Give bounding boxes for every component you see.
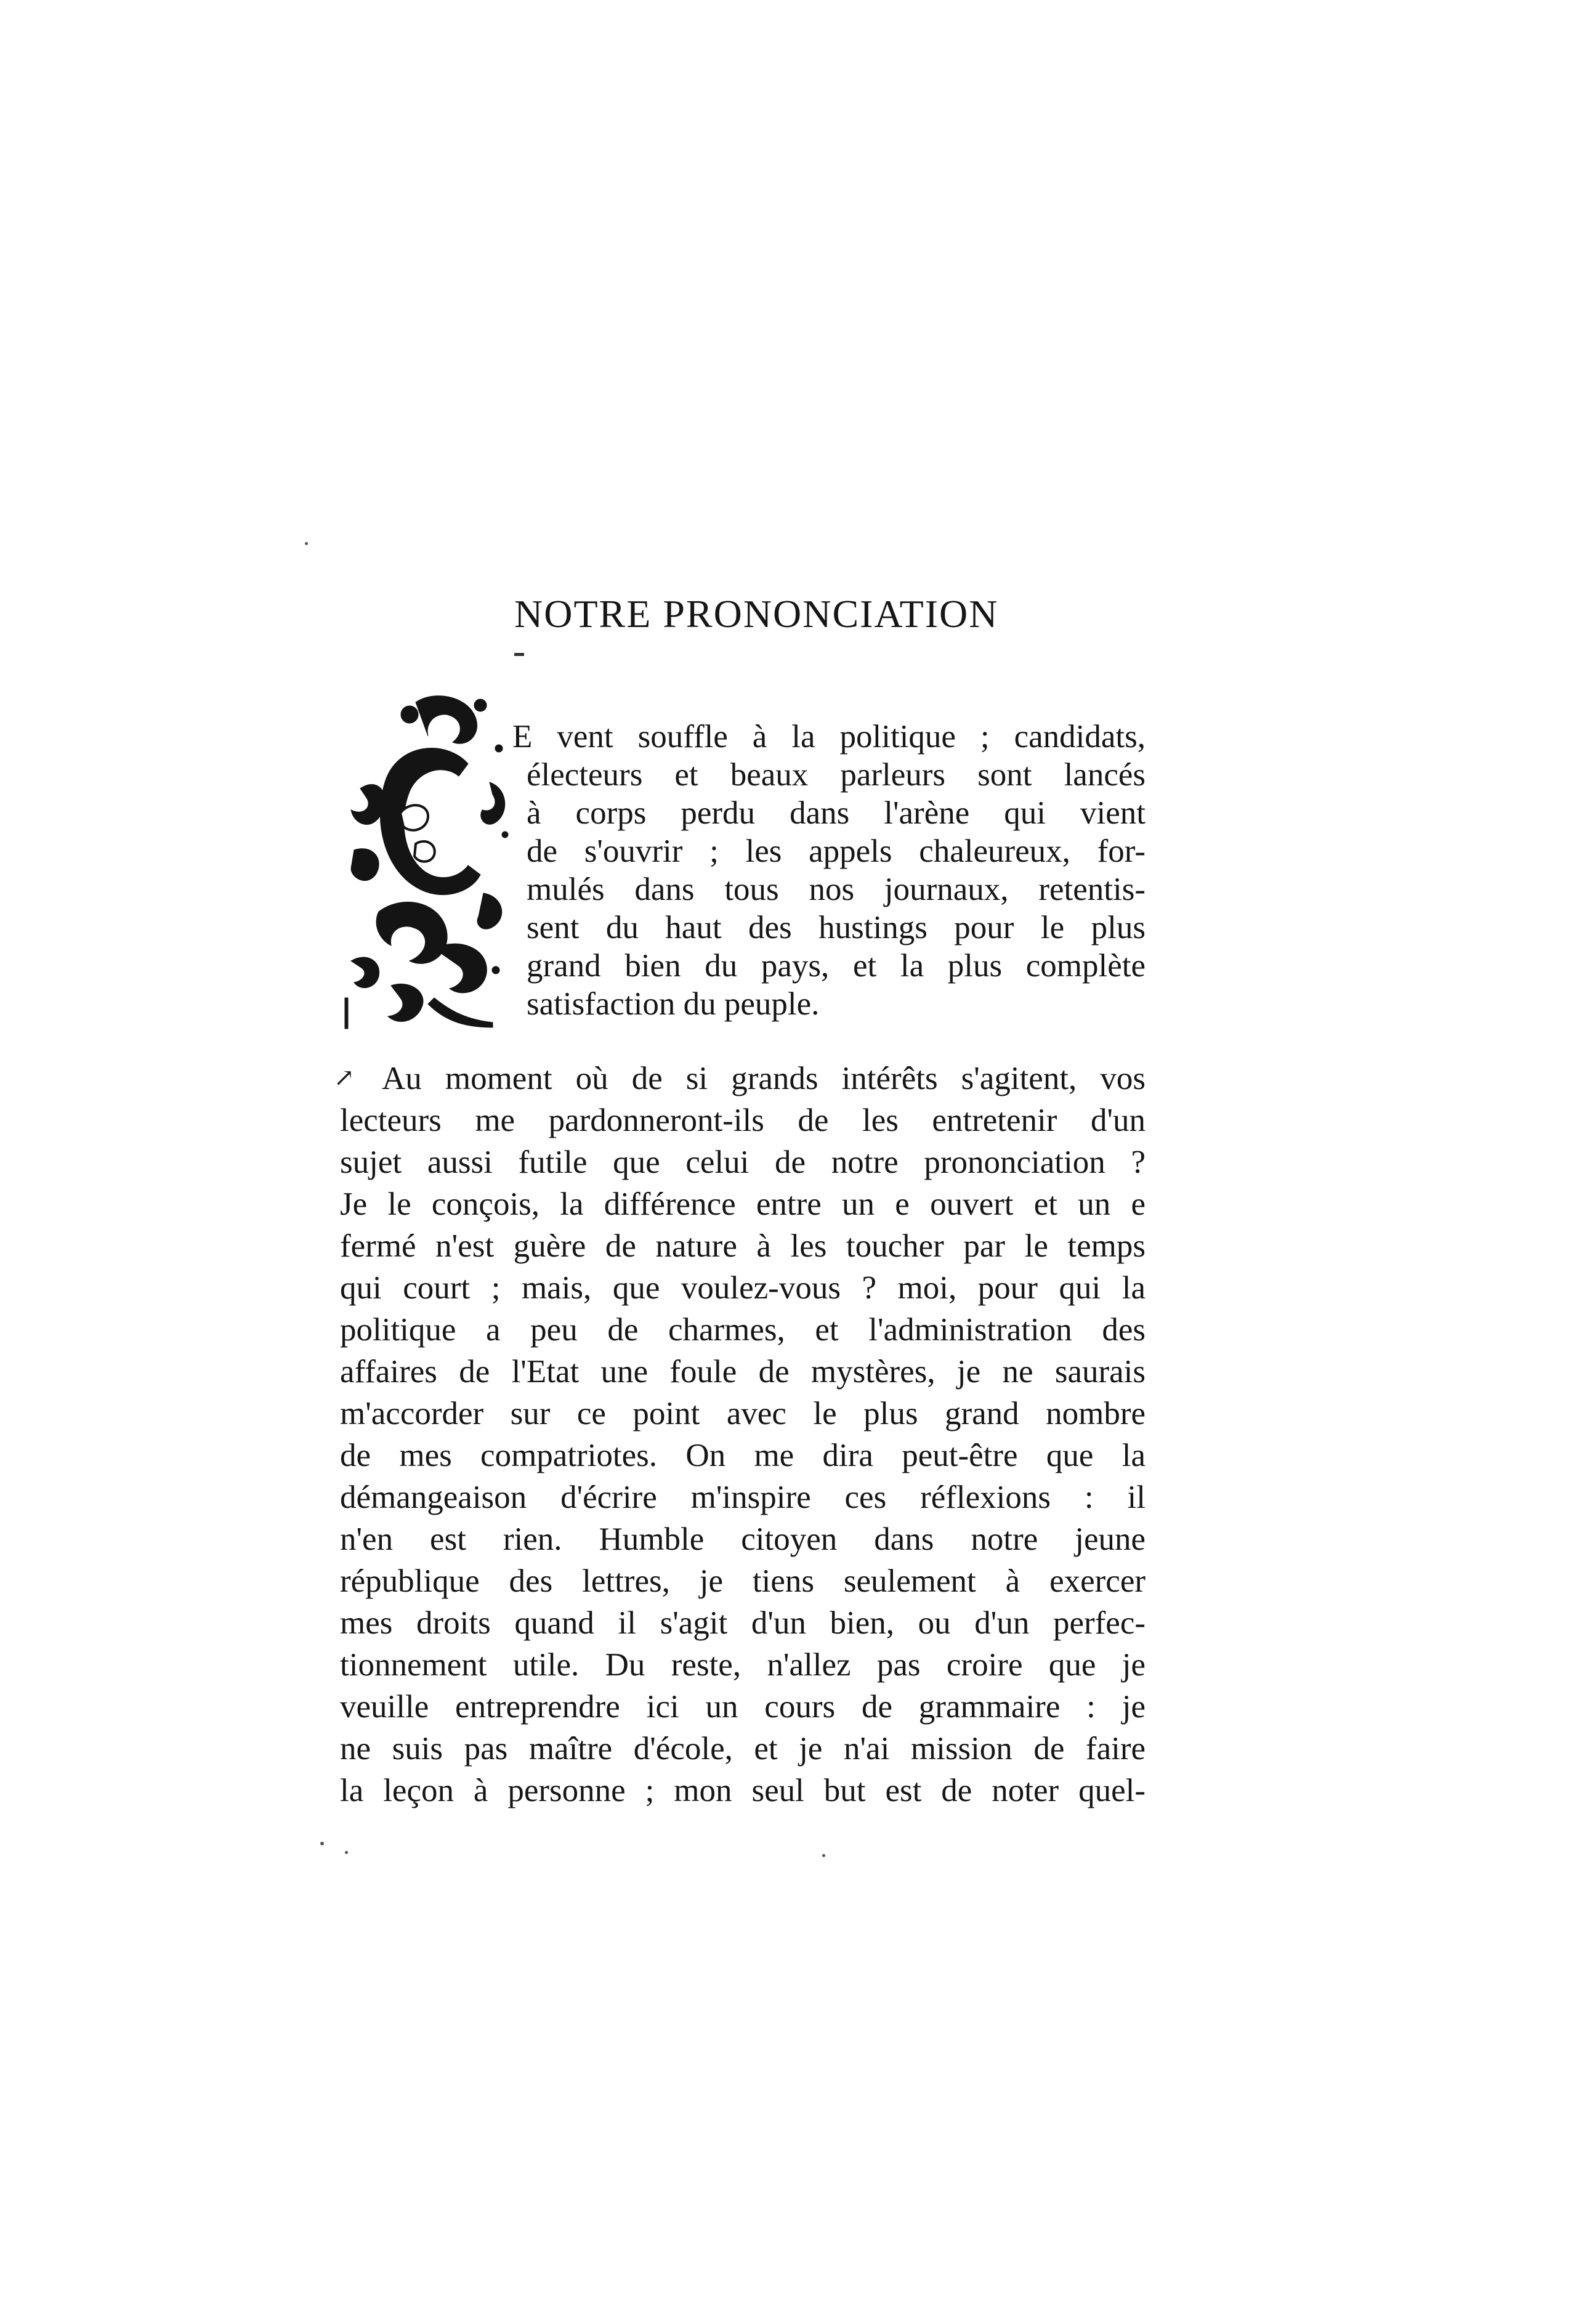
text-line: affaires de l'Etat une foule de mystères, je ne saurais: [340, 1354, 1146, 1390]
text-line: satisfaction du peuple.: [527, 986, 820, 1022]
text-line: la leçon à personne ; mon seul but est de noter quel-: [340, 1773, 1146, 1808]
scan-speck: [305, 542, 308, 545]
text-line: mulés dans tous nos journaux, retentis-: [527, 872, 1146, 907]
scan-speck: [320, 1842, 324, 1845]
chapter-title: NOTRE PRONONCIATION: [514, 592, 999, 636]
text-line: de s'ouvrir ; les appels chaleureux, for-: [527, 833, 1146, 869]
text-line: fermé n'est guère de nature à les toucher par le temps: [340, 1228, 1146, 1264]
text-line: Je le conçois, la différence entre un e ouvert et un e: [340, 1186, 1146, 1222]
text-line: sent du haut des hustings pour le plus: [527, 910, 1146, 945]
text-line: à corps perdu dans l'arène qui vient: [527, 795, 1146, 831]
text-line: république des lettres, je tiens seulement à exercer: [340, 1563, 1146, 1599]
text-line: qui court ; mais, que voulez-vous ? moi, pour qui la: [340, 1270, 1146, 1306]
text-line: de mes compatriotes. On me dira peut-être que la: [340, 1438, 1146, 1473]
text-line: ne suis pas maître d'école, et je n'ai mission de faire: [340, 1731, 1146, 1767]
margin-mark: ↗: [334, 1064, 355, 1091]
text-line: grand bien du pays, et la plus complète: [527, 948, 1146, 984]
text-line: veuille entreprendre ici un cours de grammaire : je: [340, 1689, 1146, 1725]
text-line: lecteurs me pardonneront-ils de les entretenir d'un: [340, 1103, 1146, 1138]
scan-speck: [345, 1851, 348, 1854]
text-line: m'accorder sur ce point avec le plus grand nombre: [340, 1396, 1146, 1431]
text-line: Au moment où de si grands intérêts s'agitent, vos: [382, 1061, 1146, 1096]
text-line: démangeaison d'écrire m'inspire ces réflexions : il: [340, 1480, 1146, 1515]
text-line: mes droits quand il s'agit d'un bien, ou d'un perfec-: [340, 1605, 1146, 1641]
text-line: n'en est rien. Humble citoyen dans notre jeune: [340, 1521, 1146, 1557]
text-line: sujet aussi futile que celui de notre prononciation ?: [340, 1144, 1146, 1180]
text-line: E vent souffle à la politique ; candidats,: [512, 719, 1146, 755]
text-line: électeurs et beaux parleurs sont lancés: [527, 757, 1146, 793]
title-divider: [514, 653, 524, 656]
text-line: tionnement utile. Du reste, n'allez pas croire que je: [340, 1647, 1146, 1683]
ornamental-initial-c-icon: [342, 690, 511, 1035]
text-line: politique a peu de charmes, et l'administration des: [340, 1312, 1146, 1348]
scan-speck: [822, 1854, 825, 1857]
